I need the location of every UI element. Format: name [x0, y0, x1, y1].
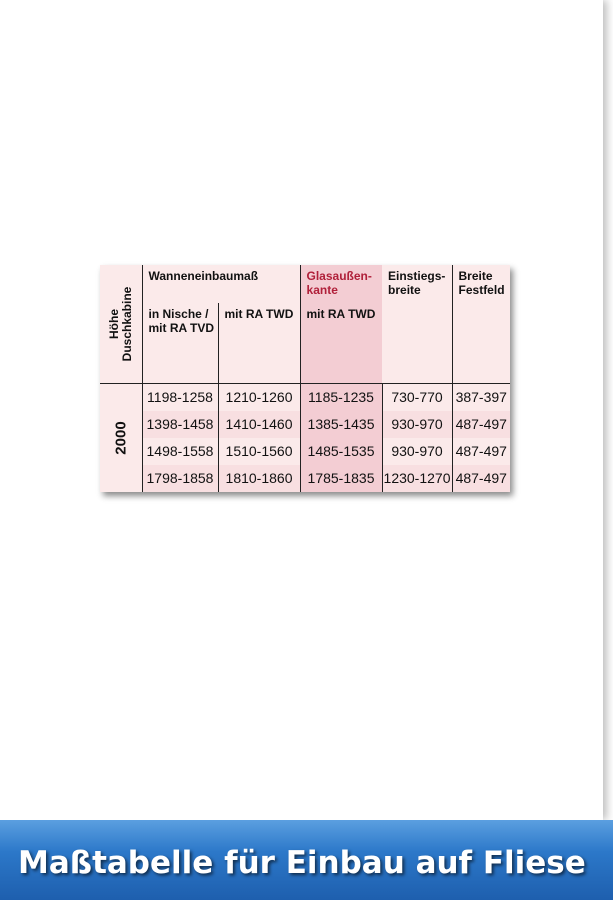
subheader-in-nische: in Nische / mit RA TVD — [142, 303, 218, 383]
row-header-cell — [100, 265, 142, 383]
cell-festfeld-3: 487-497 — [452, 438, 510, 465]
cell-ra-1: 1210-1260 — [218, 383, 300, 411]
dimension-table — [100, 265, 510, 492]
cell-festfeld-1: 387-397 — [452, 383, 510, 411]
cell-ra-2: 1410-1460 — [218, 411, 300, 438]
row-header-label: Höhe Duschkabine — [106, 286, 134, 362]
cell-festfeld-4: 487-497 — [452, 465, 510, 492]
cell-glas-4: 1785-1835 — [300, 465, 382, 492]
cell-glas-2: 1385-1435 — [300, 411, 382, 438]
cell-ra-3: 1510-1560 — [218, 438, 300, 465]
header-einstiegsbreite: Einstiegs- breite — [382, 265, 452, 303]
cell-ra-4: 1810-1860 — [218, 465, 300, 492]
cell-glas-3: 1485-1535 — [300, 438, 382, 465]
cell-nische-4: 1798-1858 — [142, 465, 218, 492]
spec-table — [100, 265, 510, 492]
cell-festfeld-2: 487-497 — [452, 411, 510, 438]
subheader-empty-einstieg — [382, 303, 452, 383]
subheader-glas-mit-ra-twd: mit RA TWD — [300, 303, 382, 383]
height-value: 2000 — [112, 421, 130, 455]
cell-nische-3: 1498-1558 — [142, 438, 218, 465]
cell-einstieg-2: 930-970 — [382, 411, 452, 438]
header-breite-festfeld: Breite Festfeld — [452, 265, 510, 303]
cell-nische-2: 1398-1458 — [142, 411, 218, 438]
cell-einstieg-4: 1230-1270 — [382, 465, 452, 492]
cell-einstieg-3: 930-970 — [382, 438, 452, 465]
subheader-empty-festfeld — [452, 303, 510, 383]
cell-glas-1: 1185-1235 — [300, 383, 382, 411]
subheader-mit-ra-twd: mit RA TWD — [218, 303, 300, 383]
cell-einstieg-1: 730-770 — [382, 383, 452, 411]
header-glasaussenkante: Glasaußen- kante — [300, 265, 382, 303]
cell-nische-1: 1198-1258 — [142, 383, 218, 411]
height-value-cell — [100, 383, 142, 492]
group-header-wanneneinbaumass: Wanneneinbaumaß — [142, 265, 300, 303]
banner-title: Maßtabelle für Einbau auf Fliese — [18, 845, 586, 881]
